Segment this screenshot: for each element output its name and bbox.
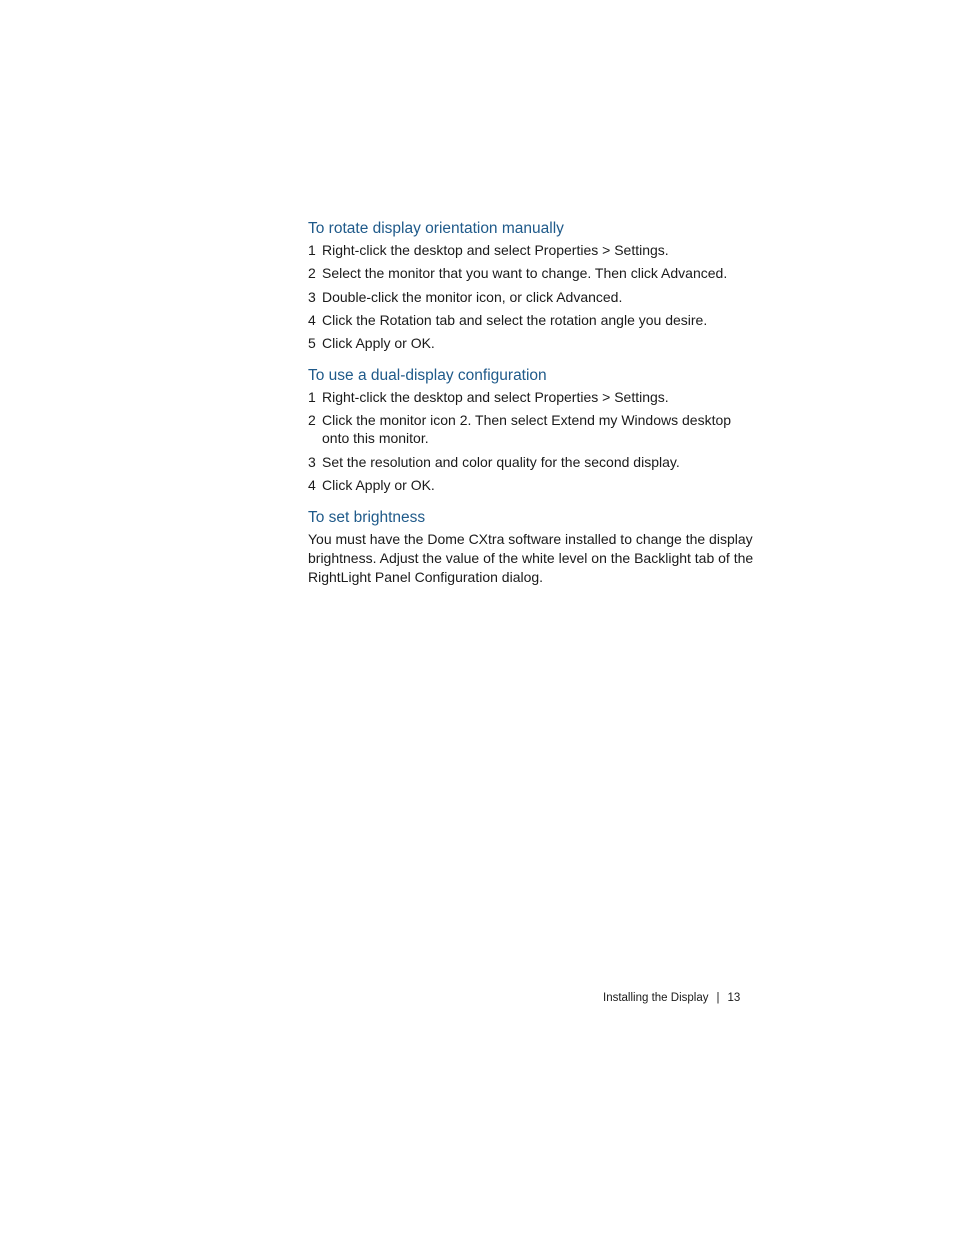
section-dual-display: [308, 366, 758, 494]
list-item: [308, 476, 758, 494]
step-text: Double-click the monitor icon, or click Advanced.: [322, 288, 623, 305]
step-text: Select the monitor that you want to change. Then click Advanced.: [322, 265, 728, 282]
footer-separator: |: [716, 992, 720, 1004]
section-rotate-orientation: [308, 219, 758, 352]
step-number: 2: [308, 265, 316, 282]
step-number: 3: [308, 453, 316, 470]
step-number: 3: [308, 288, 316, 305]
section-heading: To rotate display orientation manually: [308, 220, 564, 237]
document-body: [308, 219, 758, 601]
chapter-title: Installing the Display: [603, 992, 709, 1004]
step-text: Click the monitor icon 2. Then select Extend my Windows desktop onto this monitor.: [322, 412, 732, 447]
step-number: 1: [308, 242, 316, 258]
list-item: [308, 411, 758, 447]
list-item: [308, 264, 758, 282]
step-number: 2: [308, 412, 316, 429]
list-item: [308, 241, 758, 259]
page-number: 13: [727, 992, 741, 1004]
list-item: [308, 288, 758, 306]
step-number: 1: [308, 389, 316, 406]
list-item: [308, 334, 758, 352]
list-item: [308, 453, 758, 471]
step-number: 4: [308, 311, 316, 328]
step-list: [308, 241, 758, 352]
step-text: Click Apply or OK.: [322, 335, 435, 352]
page-footer: [603, 990, 740, 1006]
step-text: Click the Rotation tab and select the rotation angle you desire.: [322, 311, 708, 328]
section-heading: To use a dual-display configuration: [308, 367, 547, 385]
step-text: Right-click the desktop and select Properties > Settings.: [322, 389, 669, 406]
section-heading: To set brightness: [308, 509, 426, 527]
step-text: Set the resolution and color quality for the second display.: [322, 453, 680, 470]
step-text: Click Apply or OK.: [322, 477, 435, 494]
list-item: [308, 388, 758, 406]
step-text: Right-click the desktop and select Properties > Settings.: [322, 242, 669, 258]
step-list: [308, 388, 758, 494]
step-number: 4: [308, 477, 316, 494]
step-number: 5: [308, 335, 316, 352]
body-paragraph: You must have the Dome CXtra software installed to change the display brightness. Adjust the value of the white level on the Backlight tab of the RightLight Panel Configuration dialog.: [308, 531, 754, 586]
section-brightness: [308, 508, 758, 587]
list-item: [308, 311, 758, 329]
